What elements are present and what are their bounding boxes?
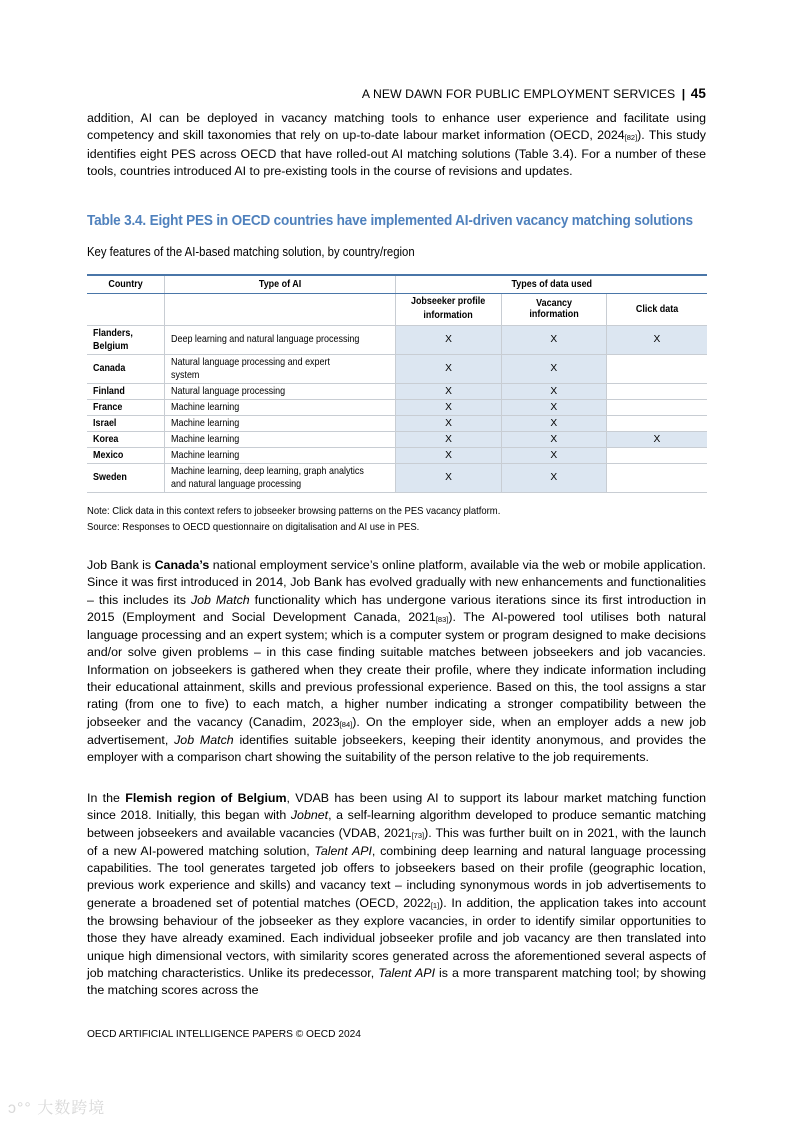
col-header-types-of-data: Types of data used: [396, 275, 707, 293]
cell-ai-type: Machine learning: [165, 447, 396, 463]
cell-jobseeker: X: [396, 431, 501, 447]
cell-ai-type: Natural language processing: [165, 383, 396, 399]
text-run: In the: [87, 791, 126, 805]
text-run: identifies suitable jobseekers, keeping their identity anonymous, and provides the employer with a comparison chart showing the suitability of the person relative to the job requirements.: [87, 732, 706, 765]
watermark-logo: [8, 1095, 105, 1118]
cell-jobseeker: X: [396, 415, 501, 431]
cell-country: Sweden: [87, 463, 165, 492]
col-header-jobseeker-profile: Jobseeker profile information: [396, 293, 501, 325]
running-header: [362, 86, 706, 101]
running-title: A NEW DAWN FOR PUBLIC EMPLOYMENT SERVICES: [361, 87, 676, 101]
text-run: is a more transparent matching tool; by showing the matching scores across the: [87, 965, 706, 998]
cell-vacancy: X: [501, 447, 606, 463]
citation-link[interactable]: [73]: [411, 830, 425, 840]
text-run: , combining deep learning and natural language processing capabilities. The tool generates targeted job offers to jobseekers based on their profile (geographic location, previous work experience and skills) and vacancy text – including synonymous words in job advertisements to generate a broadened set of potential matches (OECD, 2022: [87, 843, 706, 910]
header-spacer: [165, 293, 396, 325]
cell-click: [606, 354, 707, 383]
table-row: [87, 383, 707, 399]
cell-click: [606, 415, 707, 431]
cell-click: [606, 383, 707, 399]
text-run: , VDAB has been using AI to support its labour market matching function since 2018. Initially, this began with: [87, 791, 707, 823]
product-name: Talent API: [378, 965, 436, 980]
product-name: Job Match: [190, 592, 250, 607]
cell-jobseeker: X: [396, 399, 501, 415]
text-run: ). This was further built on in 2021, with the launch of a new AI-powered matching solution,: [87, 825, 706, 858]
cell-vacancy: X: [501, 415, 606, 431]
text-run: addition, AI can be deployed in vacancy matching tools to enhance user experience and facilitate using competency and skill taxonomies that rely on up-to-date labour market information (OECD, 2024: [87, 111, 706, 143]
header-spacer: [87, 293, 165, 325]
ai-matching-table: [87, 274, 707, 493]
citation-link[interactable]: [82]: [624, 133, 638, 143]
cell-vacancy: X: [501, 399, 606, 415]
product-name: Job Match: [174, 732, 234, 747]
text-run: functionality which has undergone various iterations since its first introduction in 2015 (Employment and Social Development Canada, 2021: [87, 592, 706, 624]
emphasis-country: Canada’s: [154, 558, 210, 572]
cell-vacancy: X: [501, 354, 606, 383]
cell-click: X: [606, 325, 707, 354]
cell-ai-type: Deep learning and natural language processing: [165, 325, 396, 354]
col-header-vacancy-info: Vacancy information: [501, 293, 606, 325]
cell-click: [606, 399, 707, 415]
cell-vacancy: X: [501, 431, 606, 447]
cell-ai-type: Natural language processing and expert system: [165, 354, 396, 383]
citation-link[interactable]: [84]: [339, 719, 353, 729]
cell-vacancy: X: [501, 463, 606, 492]
page-number: 45: [690, 86, 706, 101]
text-run: ). On the employer side, when an employer adds a new job advertisement,: [87, 714, 706, 747]
col-header-type-of-ai: Type of AI: [165, 275, 396, 293]
cell-ai-type: Machine learning: [165, 399, 396, 415]
cell-jobseeker: X: [396, 325, 501, 354]
table-row: [87, 399, 707, 415]
table-row: [87, 415, 707, 431]
table-subtitle: Key features of the AI-based matching solution, by country/region: [87, 245, 415, 259]
cell-country: France: [87, 399, 165, 415]
cell-ai-type: Machine learning: [165, 431, 396, 447]
watermark-icon: ↄ°°: [8, 1100, 32, 1117]
cell-jobseeker: X: [396, 354, 501, 383]
cell-ai-type: Machine learning, deep learning, graph analytics and natural language processing: [165, 463, 396, 492]
text-run: , a self-learning algorithm developed to produce semantic matching between jobseekers and available vacancies (VDAB, 2021: [87, 808, 707, 840]
cell-jobseeker: X: [396, 383, 501, 399]
cell-ai-type: Machine learning: [165, 415, 396, 431]
table-row: [87, 325, 707, 354]
citation-link[interactable]: [83]: [435, 614, 449, 624]
cell-country: Canada: [87, 354, 165, 383]
watermark-text: 大数跨境: [37, 1100, 106, 1117]
cell-country: Korea: [87, 431, 165, 447]
text-run: national employment service’s online platform, available via the web or mobile application. Since it was first introduced in 2014, Job Bank has evolved gradually with new enhancements and functionalities – this includes its: [87, 558, 707, 607]
cell-click: [606, 463, 707, 492]
table-note: Note: Click data in this context refers to jobseeker browsing patterns on the PES vacancy platform.: [87, 506, 501, 517]
table-row: [87, 447, 707, 463]
page-footer: OECD ARTIFICIAL INTELLIGENCE PAPERS © OECD 2024: [87, 1029, 361, 1040]
intro-paragraph: [87, 110, 706, 180]
text-run: Job Bank is: [87, 558, 155, 572]
cell-country: Mexico: [87, 447, 165, 463]
text-run: ). In addition, the application takes into account the browsing behaviour of the jobseeker as they explore vacancies, in order to identify similar opportunities to those they have already examined. Each individual jobseeker profile and job vacancy are then translated into unique high dimensional vectors, with similarity scores generated across the aforementioned several aspects of job matching characteristics. Unlike its predecessor,: [87, 895, 706, 980]
table-row: [87, 463, 707, 492]
canada-paragraph: [87, 557, 706, 767]
citation-link[interactable]: [1]: [430, 900, 440, 910]
cell-click: [606, 447, 707, 463]
table-notes: [87, 504, 500, 535]
cell-jobseeker: X: [396, 447, 501, 463]
text-run: ). This study identifies eight PES across OECD that have rolled-out AI matching solutions (Table 3.4). For a number of these tools, countries introduced AI to pre-existing tools in the course of revisions and updates.: [87, 128, 706, 178]
cell-jobseeker: X: [396, 463, 501, 492]
cell-country: Israel: [87, 415, 165, 431]
text-run: ). The AI-powered tool utilises both natural language processing and an expert system; which is a computer system or program designed to make decisions and/or solve given problems – in this case finding suitable matches between jobseekers and job vacancies. Information on jobseekers is gathered when they create their profile, where they indicate information including their educational attainment, skills and previous professional experience. Based on this, the tool assigns a star rating (from one to five) to each match, a higher number indicating a stronger compatibility between the jobseeker and the vacancy (Canadim, 2023: [87, 609, 706, 729]
product-name: Talent API: [314, 843, 372, 858]
cell-vacancy: X: [501, 325, 606, 354]
col-header-click-data: Click data: [606, 293, 707, 325]
header-separator: |: [681, 87, 686, 101]
table-title: Table 3.4. Eight PES in OECD countries have implemented AI-driven vacancy matching solutions: [87, 213, 693, 229]
table-row: [87, 354, 707, 383]
belgium-paragraph: [87, 790, 706, 1000]
emphasis-region: Flemish region of Belgium: [125, 791, 287, 805]
table-row: [87, 431, 707, 447]
cell-click: X: [606, 431, 707, 447]
cell-vacancy: X: [501, 383, 606, 399]
col-header-country: Country: [87, 275, 165, 293]
table-source: Source: Responses to OECD questionnaire on digitalisation and AI use in PES.: [87, 521, 420, 533]
cell-country: Flanders, Belgium: [87, 325, 165, 354]
cell-country: Finland: [87, 383, 165, 399]
product-name: Jobnet: [290, 808, 329, 823]
